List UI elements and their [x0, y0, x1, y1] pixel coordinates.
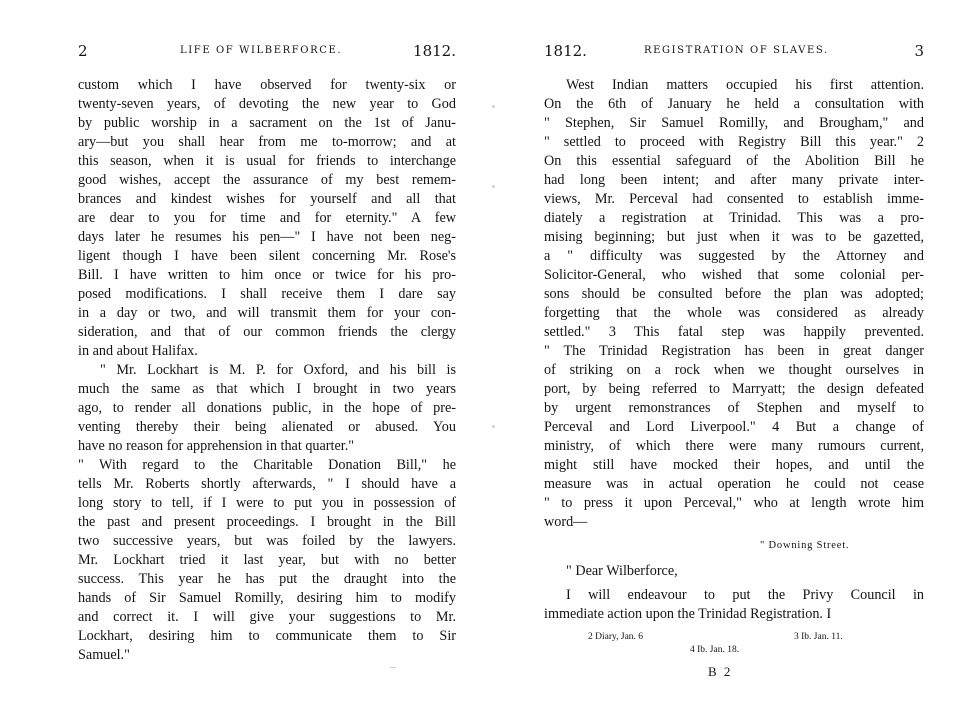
text-line: " settled to proceed with Registry Bill this year." 2 [544, 134, 924, 150]
text-line: ministry, of which there were many rumours current, [544, 438, 924, 454]
text-line: immediate action upon the Trinidad Registration. I [544, 606, 832, 622]
text-line: brances and kindest wishes for yourself and all that [78, 191, 456, 207]
text-line: venting thereby their being alienated or abused. You [78, 419, 456, 435]
text-line: ary—but you shall hear from me to-morrow; and at [78, 134, 456, 150]
text-line: success. This year he has put the draught into the [78, 571, 456, 587]
bottom-mark [390, 667, 396, 668]
text-line: diately a registration at Trinidad. This was a pro- [544, 210, 924, 226]
text-line: good wishes, accept the assurance of my best remem- [78, 172, 456, 188]
text-line: two successive years, but was foiled by the lawyers. [78, 533, 456, 549]
footnote-3: 3 Ib. Jan. 11. [794, 632, 843, 642]
text-line: by public worship in a sacrament on the 1st of Janu- [78, 115, 456, 131]
right-page-number: 3 [914, 42, 924, 60]
text-line: twenty-seven years, of devoting the new year to God [78, 96, 456, 112]
text-line: might still have mocked their hopes, and until the [544, 457, 924, 473]
right-header-year: 1812. [544, 42, 587, 60]
text-line: sons should be consulted before the plan was adopted; [544, 286, 924, 302]
right-running-header [544, 42, 924, 62]
text-line: this season, when it is usual for friends to interchange [78, 153, 456, 169]
text-line: I will endeavour to put the Privy Council in [566, 587, 924, 603]
text-line: Lockhart, desiring him to communicate them to Sir [78, 628, 456, 644]
text-line: " Mr. Lockhart is M. P. for Oxford, and his bill is [100, 362, 456, 378]
text-line: measure was in actual operation he could not cease [544, 476, 924, 492]
text-line: Bill. I have written to him once or twice for his pro- [78, 267, 456, 283]
left-header-year: 1812. [413, 42, 456, 60]
text-line: word— [544, 514, 588, 530]
right-body-text [544, 76, 924, 532]
text-line: Perceval and Lord Liverpool." 4 But a change of [544, 419, 924, 435]
letter-body [544, 586, 924, 624]
left-page-number: 2 [78, 42, 88, 60]
text-line: have no reason for apprehension in that quarter." [78, 438, 355, 454]
text-line: " to press it upon Perceval," who at length wrote him [544, 495, 924, 511]
text-line: " With regard to the Charitable Donation Bill," he [78, 457, 456, 473]
text-line: in a day or two, and will transmit them for your con- [78, 305, 456, 321]
text-line: a " difficulty was suggested by the Attorney and [544, 248, 924, 264]
text-line: ligent though I have been silent concerning Mr. Rose's [78, 248, 456, 264]
left-body-text [78, 76, 456, 665]
text-line: Samuel." [78, 647, 130, 663]
text-line: had long been intent; and after many private inter- [544, 172, 924, 188]
text-line: On the 6th of January he held a consultation with [544, 96, 924, 112]
text-line: views, Mr. Perceval had consented to establish imme- [544, 191, 924, 207]
text-line: by urgent remonstrances of Stephen and myself to [544, 400, 924, 416]
text-line: long story to tell, if I were to put you in possession of [78, 495, 456, 511]
footnote-4: 4 Ib. Jan. 18. [690, 645, 740, 655]
text-line: Solicitor-General, who wished that some colonial per- [544, 267, 924, 283]
text-line: tells Mr. Roberts shortly afterwards, " I should have a [78, 476, 456, 492]
text-line: are dear to you for time and for eternity." A few [78, 210, 456, 226]
text-line: Mr. Lockhart tried it last year, but with no better [78, 552, 456, 568]
left-running-title: LIFE OF WILBERFORCE. [180, 45, 343, 56]
right-running-title: REGISTRATION OF SLAVES. [644, 45, 829, 56]
text-line: and correct it. I will give your suggestions to Mr. [78, 609, 456, 625]
text-line: mising beginning; but just when it was to be gazetted, [544, 229, 924, 245]
text-line: ago, to render all donations public, in the hope of pre- [78, 400, 456, 416]
letter-dateline: " Downing Street. [760, 540, 850, 551]
text-line: the past and present proceedings. I brought in the Bill [78, 514, 456, 530]
right-page [490, 0, 980, 705]
text-line: " The Trinidad Registration has been in great danger [544, 343, 924, 359]
signature-mark: B 2 [708, 664, 733, 679]
letter-salutation: " Dear Wilberforce, [566, 563, 678, 579]
text-line: custom which I have observed for twenty-six or [78, 77, 456, 93]
left-running-header [78, 42, 456, 62]
text-line: sideration, and that of our common friends the clergy [78, 324, 456, 340]
text-line: port, by being referred to Marryatt; the design defeated [544, 381, 924, 397]
gutter-mark [492, 425, 495, 428]
text-line: settled." 3 This fatal step was happily prevented. [544, 324, 924, 340]
text-line: much the same as that which I brought in two years [78, 381, 456, 397]
footnote-2: 2 Diary, Jan. 6 [588, 632, 644, 642]
text-line: days later he resumes his pen—" I have not been neg- [78, 229, 456, 245]
text-line: forgetting that the whole was considered as already [544, 305, 924, 321]
gutter-mark [492, 105, 495, 108]
text-line: in and about Halifax. [78, 343, 198, 359]
text-line: posed modifications. I shall receive them I dare say [78, 286, 456, 302]
gutter-mark [492, 185, 495, 188]
text-line: West Indian matters occupied his first attention. [566, 77, 924, 93]
text-line: of striking on a rock when we thought ourselves in [544, 362, 924, 378]
text-line: On this essential safeguard of the Abolition Bill he [544, 153, 924, 169]
text-line: " Stephen, Sir Samuel Romilly, and Brougham," and [544, 115, 924, 131]
text-line: hands of Sir Samuel Romilly, desiring him to modify [78, 590, 456, 606]
